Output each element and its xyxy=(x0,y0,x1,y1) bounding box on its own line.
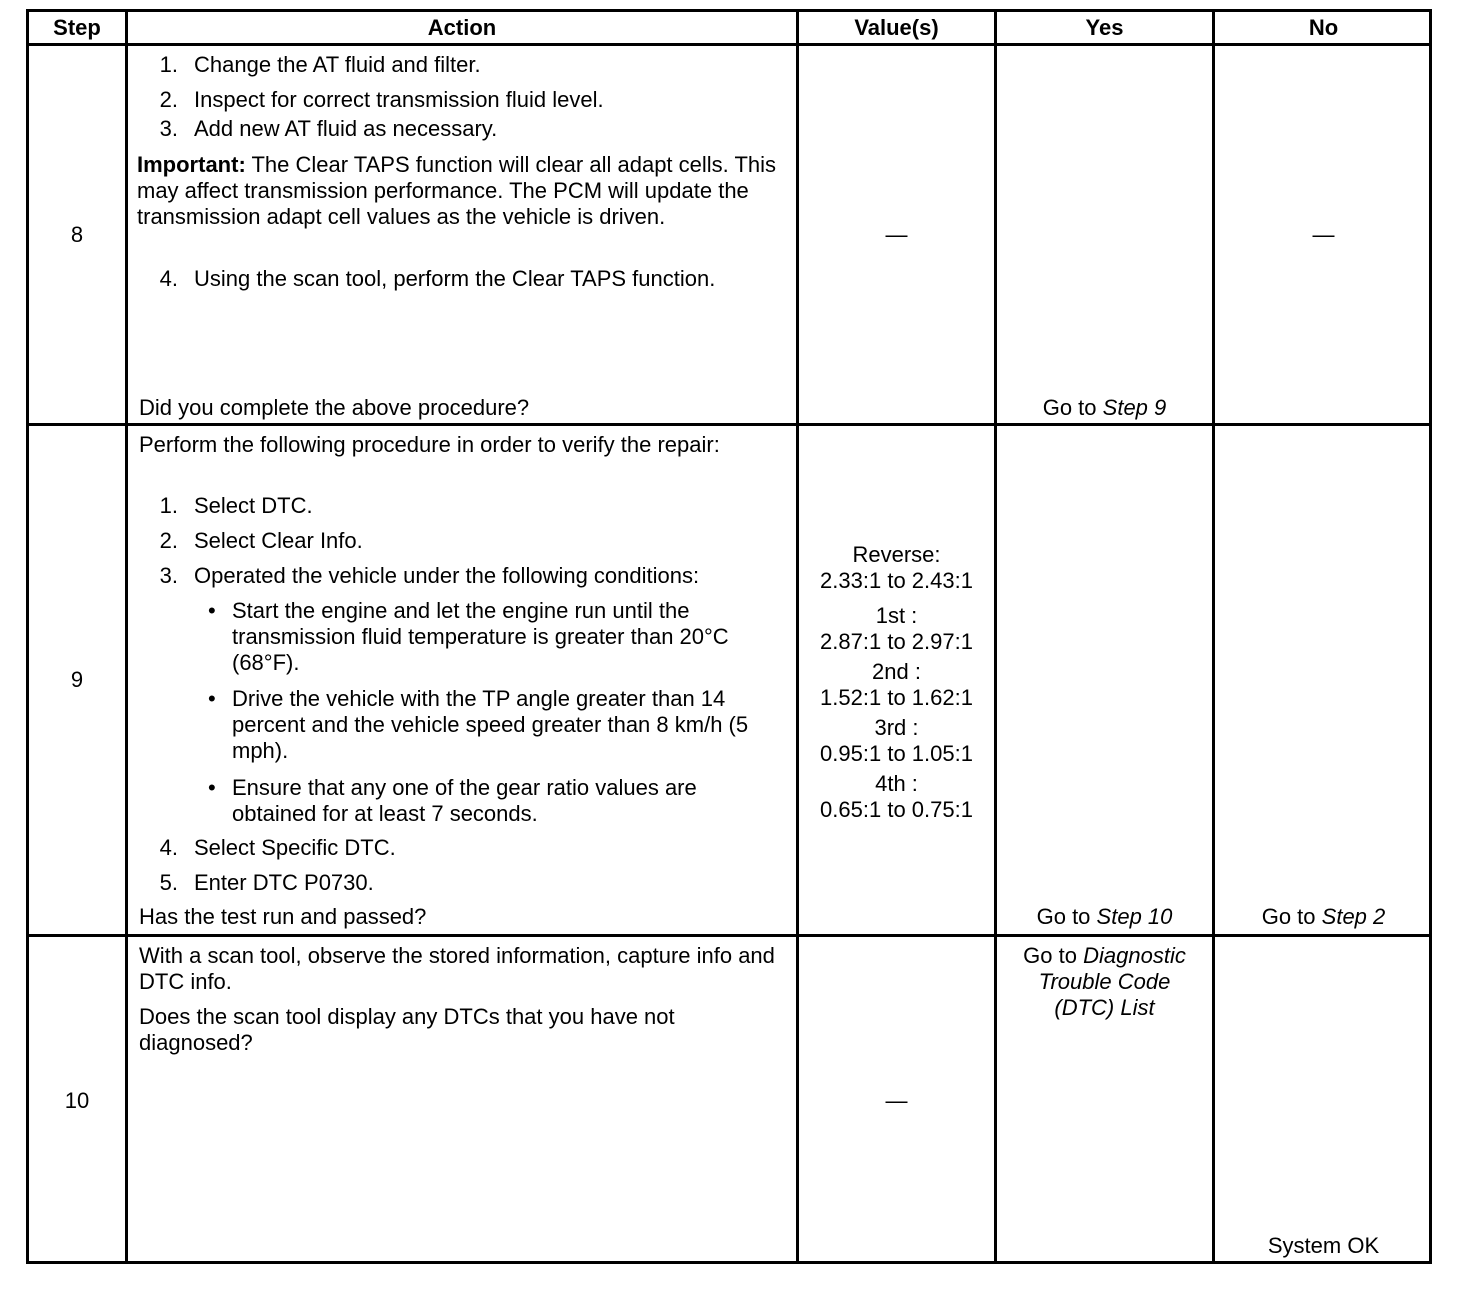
item-text: Add new AT fluid as necessary. xyxy=(194,116,498,141)
item-number: 3. xyxy=(159,563,178,588)
gear-range: 0.95:1 to 1.05:1 xyxy=(820,741,973,766)
intro-text: Perform the following procedure in order to verify the repair: xyxy=(139,432,720,457)
item-number: 4. xyxy=(159,835,178,860)
action-cell xyxy=(128,426,796,934)
header-yes: Yes xyxy=(1085,14,1124,40)
bullet-text: Ensure that any one of the gear ratio values are obtained for at least 7 seconds. xyxy=(232,775,697,826)
yes-prefix: Go to xyxy=(1023,943,1077,968)
important-text: The Clear TAPS function will clear all adapt cells. This may affect transmission performance. The PCM will update the transmission adapt cell values as the vehicle is driven. xyxy=(137,152,777,229)
yes-cell xyxy=(997,426,1212,934)
gear-label: Reverse: xyxy=(852,542,941,567)
gear-label: 1st : xyxy=(875,603,918,628)
step-link[interactable]: Step 10 xyxy=(1096,904,1173,929)
action-cell xyxy=(128,46,796,423)
important-note xyxy=(137,152,785,230)
item-number: 1. xyxy=(159,493,178,518)
yes-action xyxy=(997,904,1212,930)
yes-cell xyxy=(997,937,1212,1264)
no-cell xyxy=(1215,426,1432,934)
step-link[interactable]: Step 2 xyxy=(1321,904,1386,929)
gear-ratio-value xyxy=(799,542,994,594)
yes-cell xyxy=(997,46,1212,423)
yes-prefix: Go to xyxy=(1042,395,1097,420)
gear-range: 2.87:1 to 2.97:1 xyxy=(820,629,973,654)
step-number: 9 xyxy=(70,667,84,692)
gear-label: 2nd : xyxy=(872,659,921,684)
question-text: Does the scan tool display any DTCs that you have not diagnosed? xyxy=(139,1004,675,1055)
gear-ratio-value xyxy=(799,603,994,655)
step-number: 8 xyxy=(70,221,84,247)
item-number: 4. xyxy=(159,266,178,291)
no-action xyxy=(1215,904,1432,930)
question-text: Did you complete the above procedure? xyxy=(139,395,530,420)
gear-ratio-value xyxy=(799,715,994,767)
value-cell xyxy=(799,426,994,934)
gear-label: 4th : xyxy=(875,771,918,796)
value-cell: — xyxy=(885,221,908,247)
bullet-text: Start the engine and let the engine run until the transmission fluid temperature is greater than 20°C (68°F). xyxy=(232,598,729,675)
value-cell: — xyxy=(885,1087,908,1113)
action-text: With a scan tool, observe the stored information, capture info and DTC info. xyxy=(139,943,775,994)
item-number: 1. xyxy=(159,52,178,77)
gear-range: 1.52:1 to 1.62:1 xyxy=(820,685,973,710)
no-cell xyxy=(1215,937,1432,1264)
item-number: 3. xyxy=(159,116,178,141)
yes-action xyxy=(997,395,1212,421)
item-text: Inspect for correct transmission fluid level. xyxy=(194,87,604,112)
item-text: Select Clear Info. xyxy=(194,528,363,553)
no-action: System OK xyxy=(1267,1233,1380,1258)
gear-range: 2.33:1 to 2.43:1 xyxy=(820,568,973,593)
gear-range: 0.65:1 to 0.75:1 xyxy=(820,797,973,822)
item-text: Enter DTC P0730. xyxy=(194,870,374,895)
header-step: Step xyxy=(53,14,101,40)
item-text: Select DTC. xyxy=(194,493,313,518)
header-values: Value(s) xyxy=(854,14,939,40)
action-cell xyxy=(128,937,796,1264)
item-text: Select Specific DTC. xyxy=(194,835,396,860)
item-number: 2. xyxy=(159,87,178,112)
step-link[interactable]: Step 9 xyxy=(1102,395,1167,420)
header-action: Action xyxy=(427,14,497,40)
step-number: 10 xyxy=(64,1087,90,1113)
item-number: 5. xyxy=(159,870,178,895)
header-no: No xyxy=(1308,14,1339,40)
bullet-icon: • xyxy=(208,598,216,623)
gear-ratio-value xyxy=(799,659,994,711)
bullet-text: Drive the vehicle with the TP angle greater than 14 percent and the vehicle speed greater than 8 km/h (5 mph). xyxy=(232,686,749,763)
bullet-icon: • xyxy=(208,775,216,800)
item-text: Change the AT fluid and filter. xyxy=(194,52,481,77)
gear-label: 3rd : xyxy=(874,715,919,740)
no-cell: — xyxy=(1312,221,1335,247)
diagnostic-table xyxy=(26,9,1432,1264)
important-label: Important: xyxy=(137,152,246,177)
yes-prefix: Go to xyxy=(1036,904,1091,929)
bullet-icon: • xyxy=(208,686,216,711)
item-text: Using the scan tool, perform the Clear TAPS function. xyxy=(194,266,716,291)
dtc-list-link[interactable]: Diagnostic Trouble Code (DTC) List xyxy=(1038,943,1186,1020)
item-text: Operated the vehicle under the following conditions: xyxy=(194,563,700,588)
question-text: Has the test run and passed? xyxy=(139,904,427,929)
yes-action xyxy=(997,943,1212,1021)
no-prefix: Go to xyxy=(1261,904,1316,929)
item-number: 2. xyxy=(159,528,178,553)
gear-ratio-value xyxy=(799,771,994,823)
